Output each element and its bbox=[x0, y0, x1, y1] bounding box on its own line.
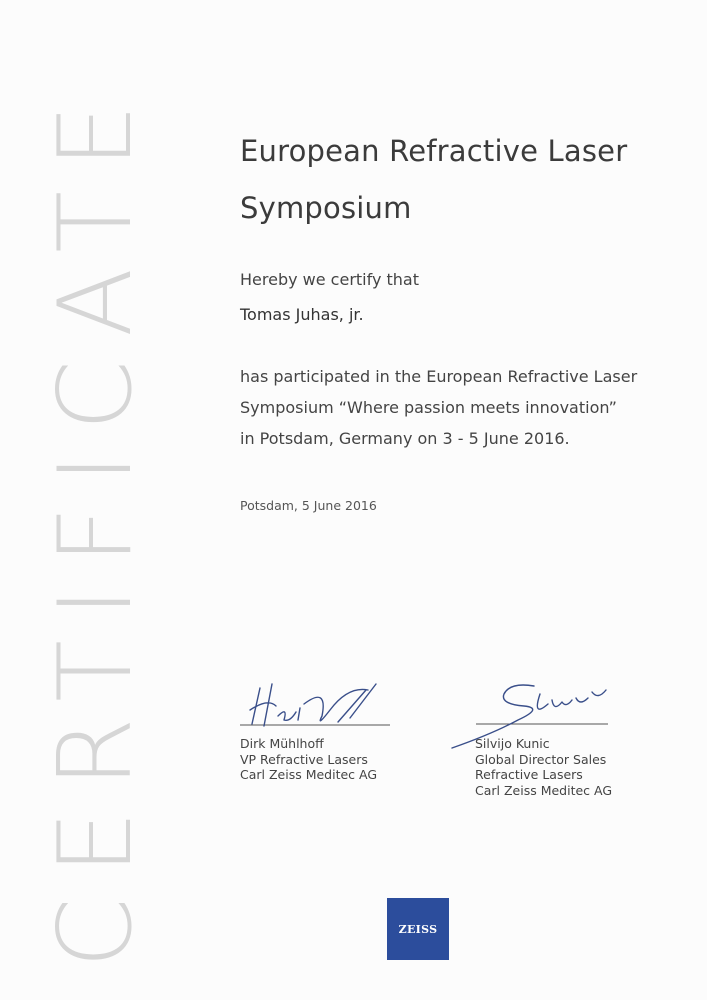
signatory-right-role-2: Refractive Lasers bbox=[475, 767, 583, 782]
signatory-left bbox=[240, 736, 377, 783]
title-line-2: Symposium bbox=[240, 191, 412, 225]
signatory-left-name: Dirk Mühlhoff bbox=[240, 736, 324, 751]
certify-statement: Hereby we certify that bbox=[240, 270, 420, 289]
participation-line-1: has participated in the European Refractive Laser bbox=[240, 367, 638, 386]
title-line-1: European Refractive Laser bbox=[240, 134, 628, 168]
signatory-right-name: Silvijo Kunic bbox=[475, 736, 550, 751]
signatory-right-company: Carl Zeiss Meditec AG bbox=[475, 782, 613, 798]
certificate-title bbox=[240, 133, 660, 226]
place-and-date: Potsdam, 5 June 2016 bbox=[240, 498, 377, 513]
certificate-side-label-text: CERTIFICATE bbox=[36, 81, 154, 968]
signature-left-image bbox=[238, 676, 398, 736]
participation-text bbox=[240, 361, 680, 454]
zeiss-logo bbox=[387, 898, 449, 960]
signatory-left-role: VP Refractive Lasers bbox=[240, 751, 368, 767]
zeiss-logo-text: ZEISS bbox=[398, 922, 438, 936]
participation-line-2: Symposium “Where passion meets innovation” bbox=[240, 398, 617, 417]
signatory-right bbox=[475, 736, 612, 798]
signatory-left-company: Carl Zeiss Meditec AG bbox=[240, 767, 378, 782]
recipient-name: Tomas Juhas, jr. bbox=[240, 305, 364, 324]
signatory-right-role: Global Director Sales bbox=[475, 751, 607, 767]
participation-line-3: in Potsdam, Germany on 3 - 5 June 2016. bbox=[240, 429, 570, 448]
